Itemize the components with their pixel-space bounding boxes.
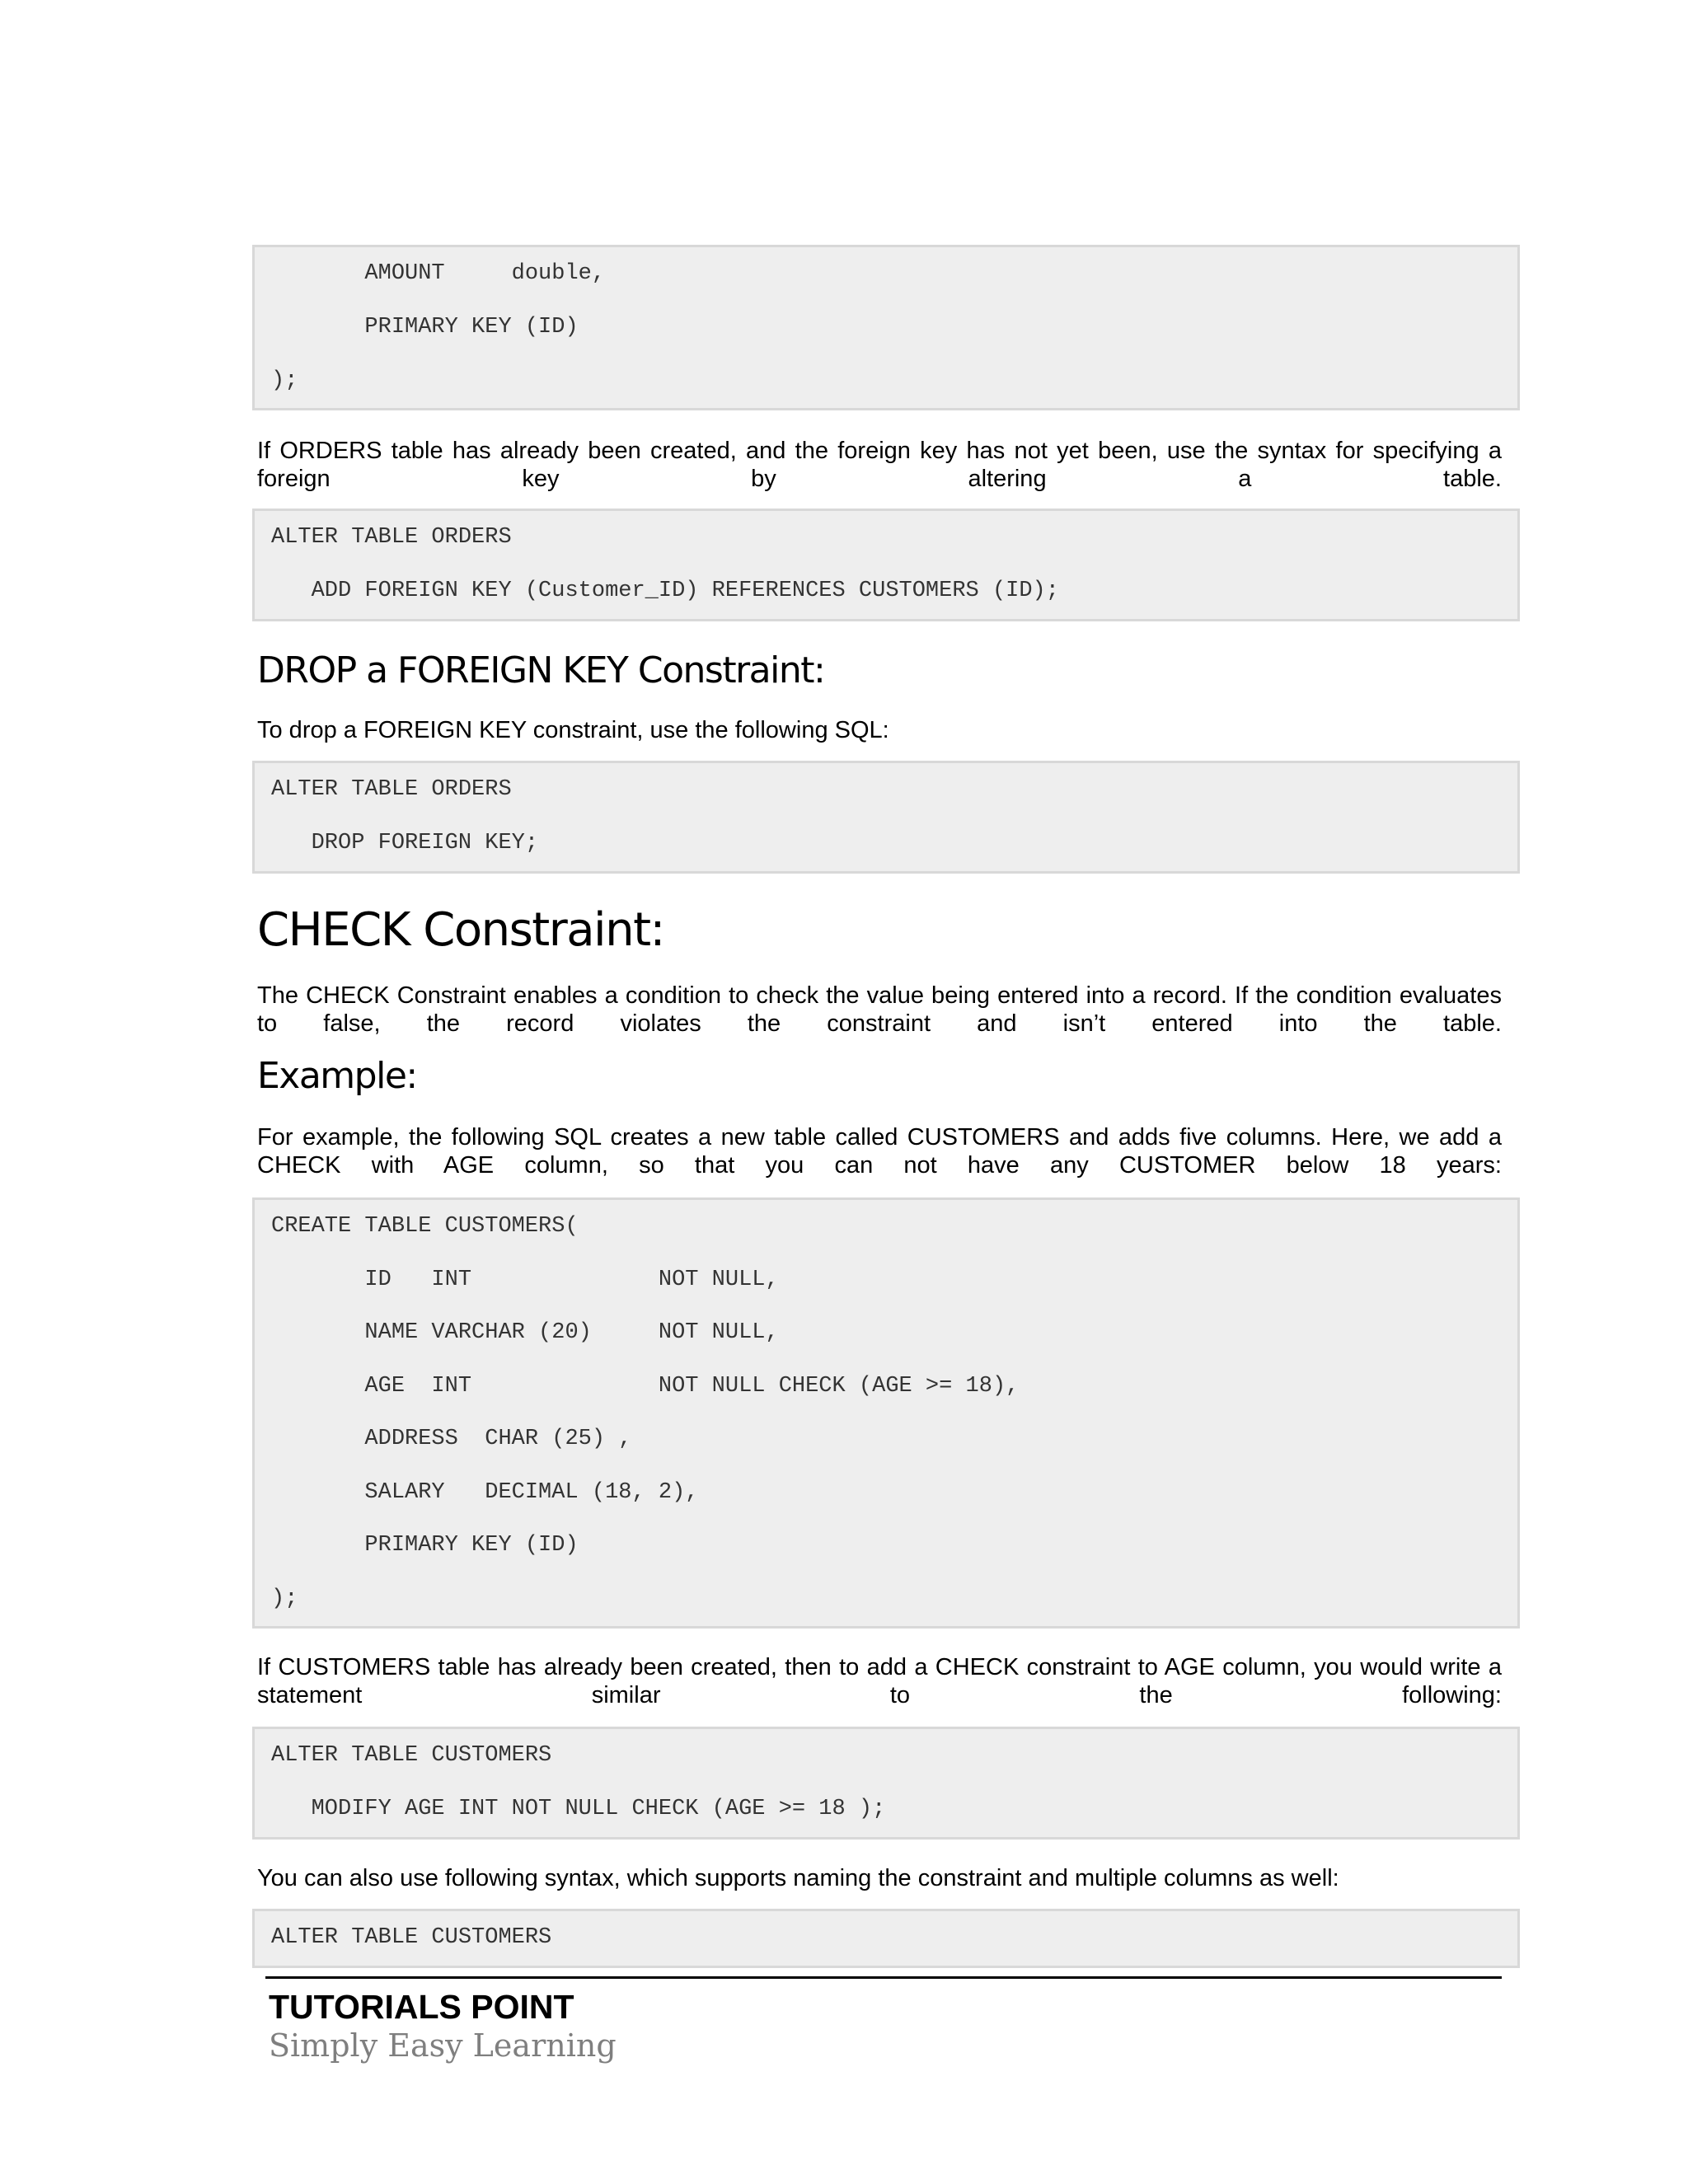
heading-check-constraint: CHECK Constraint: <box>257 903 664 957</box>
code-line: CREATE TABLE CUSTOMERS( <box>271 1214 579 1239</box>
code-line: NAME VARCHAR (20) NOT NULL, <box>271 1320 779 1345</box>
code-line: ADD FOREIGN KEY (Customer_ID) REFERENCES CUSTOMERS (ID); <box>271 579 1059 603</box>
paragraph-drop-fk-intro: To drop a FOREIGN KEY constraint, use the following SQL: <box>257 717 889 743</box>
code-line: ADDRESS CHAR (25) , <box>271 1427 632 1451</box>
paragraph-check-description: The CHECK Constraint enables a condition to check the value being entered into a record. If the condition evaluates to false, the record violates the constraint and isn’t entered into the table. <box>257 982 1502 1037</box>
heading-drop-foreign-key: DROP a FOREIGN KEY Constraint: <box>257 649 825 691</box>
code-line: AGE INT NOT NULL CHECK (AGE >= 18), <box>271 1374 1020 1399</box>
code-line: ); <box>271 368 298 393</box>
code-line: PRIMARY KEY (ID) <box>271 1533 579 1558</box>
paragraph-alter-customers-intro: If CUSTOMERS table has already been created, then to add a CHECK constraint to AGE column, you would write a statement similar to the following: <box>257 1654 1502 1708</box>
paragraph-orders-alter-intro: If ORDERS table has already been created, and the foreign key has not yet been, use the syntax for specifying a foreign key by altering a table. <box>257 438 1502 492</box>
footer-brand-tagline: Simply Easy Learning <box>269 2027 617 2064</box>
heading-example: Example: <box>257 1055 417 1097</box>
code-line: ALTER TABLE CUSTOMERS <box>271 1925 552 1950</box>
code-block-create-orders-tail <box>252 245 1520 410</box>
code-line: ALTER TABLE ORDERS <box>271 525 512 550</box>
code-line: MODIFY AGE INT NOT NULL CHECK (AGE >= 18 ); <box>271 1797 886 1821</box>
code-block-create-customers <box>252 1197 1520 1629</box>
code-line: PRIMARY KEY (ID) <box>271 315 579 340</box>
code-line: ); <box>271 1586 298 1611</box>
code-block-alter-customers <box>252 1909 1520 1968</box>
code-line: ALTER TABLE ORDERS <box>271 777 512 802</box>
code-line: SALARY DECIMAL (18, 2), <box>271 1480 699 1505</box>
paragraph-example-intro: For example, the following SQL creates a new table called CUSTOMERS and adds five columns. Here, we add a CHECK with AGE column, so that you can not have any CUSTOMER below 18 years: <box>257 1124 1502 1179</box>
code-block-drop-foreign-key <box>252 761 1520 874</box>
code-line: AMOUNT double, <box>271 261 606 286</box>
footer-divider <box>265 1976 1502 1979</box>
code-line: DROP FOREIGN KEY; <box>271 831 539 855</box>
footer-brand-title: TUTORIALS POINT <box>269 1988 574 2026</box>
code-line: ALTER TABLE CUSTOMERS <box>271 1743 552 1768</box>
paragraph-named-constraint-intro: You can also use following syntax, which supports naming the constraint and multiple columns as well: <box>257 1865 1339 1891</box>
code-line: ID INT NOT NULL, <box>271 1268 779 1292</box>
code-block-alter-customers-modify <box>252 1727 1520 1840</box>
code-block-alter-orders-add-fk <box>252 509 1520 621</box>
